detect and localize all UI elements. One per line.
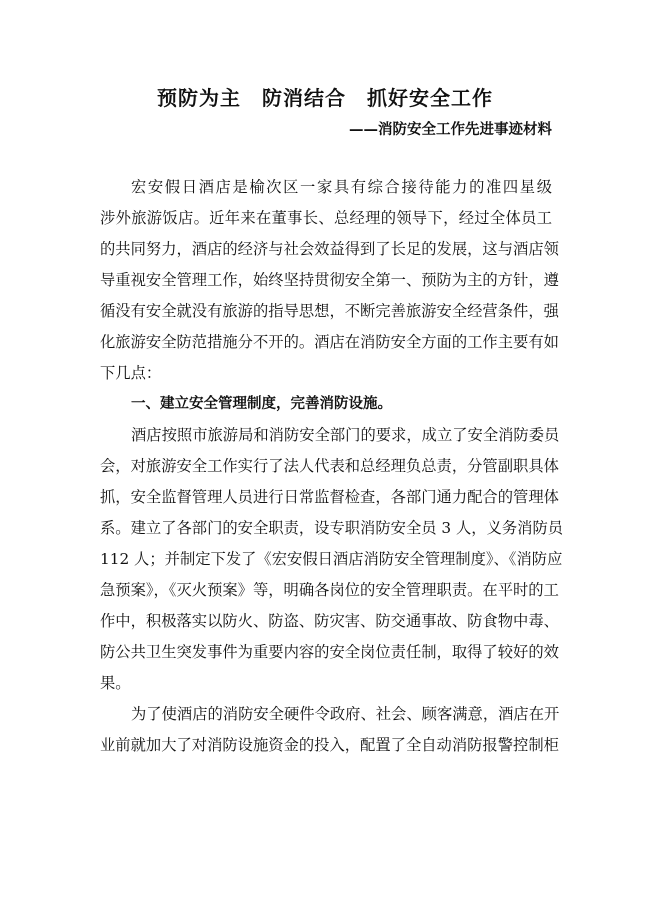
- paragraph-line: 酒店按照市旅游局和消防安全部门的要求，成立了安全消防委员: [131, 426, 560, 444]
- paragraph-line: 抓，安全监督管理人员进行日常监督检查，各部门通力配合的管理体: [100, 488, 559, 506]
- section-heading: 一、建立安全管理制度，完善消防设施。: [131, 396, 392, 412]
- paragraph-line: 作中，积极落实以防火、防盗、防灾害、防交通事故、防食物中毒、: [100, 612, 559, 630]
- paragraph-line: 会，对旅游安全工作实行了法人代表和总经理负总责，分管副职具体: [100, 457, 559, 475]
- paragraph-line: 业前就加大了对消防设施资金的投入，配置了全自动消防报警控制柜: [100, 736, 559, 754]
- paragraph-line: 导重视安全管理工作，始终坚持贯彻安全第一、预防为主的方针，遵: [100, 271, 559, 289]
- paragraph-line: 为了使酒店的消防安全硬件令政府、社会、顾客满意，酒店在开: [131, 705, 560, 723]
- paragraph-line: 112 人；并制定下发了《宏安假日酒店消防安全管理制度》、《消防应: [100, 550, 563, 568]
- paragraph-line: 涉外旅游饭店。近年来在董事长、总经理的领导下，经过全体员工: [100, 209, 552, 227]
- document-body: [100, 172, 564, 761]
- paragraph-line: 急预案》，《灭火预案》等，明确各岗位的安全管理职责。在平时的工: [100, 581, 559, 599]
- document-title: 预防为主 防消结合 抓好安全工作: [157, 86, 493, 110]
- paragraph-line: 的共同努力，酒店的经济与社会效益得到了长足的发展，这与酒店领: [100, 240, 559, 258]
- paragraph-line: 化旅游安全防范措施分不开的。酒店在消防安全方面的工作主要有如: [100, 333, 559, 351]
- paragraph-line: 下几点：: [100, 364, 162, 382]
- paragraph-line: 循没有安全就没有旅游的指导思想，不断完善旅游安全经营条件，强: [100, 302, 559, 320]
- document-subtitle: ——消防安全工作先进事迹材料: [349, 122, 552, 138]
- paragraph-line: 宏安假日酒店是榆次区一家具有综合接待能力的准四星级: [131, 178, 552, 196]
- paragraph-line: 果。: [100, 674, 131, 692]
- paragraph-line: 系。建立了各部门的安全职责，设专职消防安全员 3 人，义务消防员: [100, 519, 564, 537]
- paragraph-line: 防公共卫生突发事件为重要内容的安全岗位责任制，取得了较好的效: [100, 643, 559, 661]
